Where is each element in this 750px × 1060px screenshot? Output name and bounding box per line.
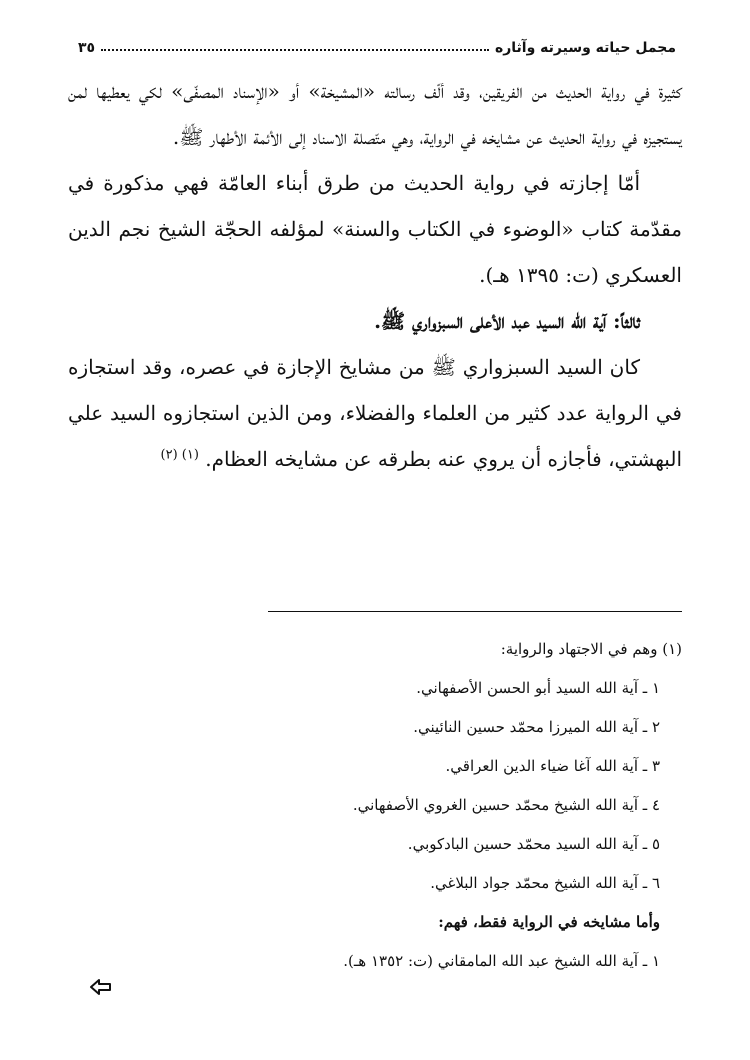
footnote-item: ٤ ـ آية الله الشيخ محمّد حسين الغروي الأصفهاني. — [352, 796, 660, 814]
footnote-intro: (١) وهم في الاجتهاد والرواية: — [500, 640, 682, 658]
paragraph-1: كثيرة في رواية الحديث من الفريقين، وقد ألّف رسالته «المشيخة» أو «الإسناد المصفّى» لكي يعطيها لمن يستجيزه في رواية الحديث عن مشايخه في الرواية، وهي متّصلة الاسناد إلى الأئمة الأطهار ﷺ. — [68, 79, 682, 149]
footnote-markers: (١) (٢) — [160, 447, 199, 463]
paragraph-3-text: كان السيد السبزواري ﷺ من مشايخ الإجازة في عصره، وقد استجازه في الرواية عدد كثير من العلماء والفضلاء، ومن الذين استجازوه السيد علي البهشتي، فأجازه أن يروي عنه بطرقه عن مشايخه العظام. — [68, 355, 682, 471]
header-leader-dots — [101, 49, 489, 51]
footnote-item: ١ ـ آية الله الشيخ عبد الله المامقاني (ت: ١٣٥٢ هـ). — [343, 952, 660, 970]
footnote-item: ٥ ـ آية الله السيد محمّد حسين البادكوبي. — [407, 835, 660, 853]
footnote-item: ١ ـ آية الله السيد أبو الحسن الأصفهاني. — [416, 679, 660, 697]
footnotes — [68, 630, 682, 981]
footnote-subheading: وأما مشايخه في الرواية فقط، فهم: — [438, 913, 660, 931]
arrow-left-icon[interactable] — [88, 974, 114, 1000]
running-header — [78, 32, 676, 56]
footnote-item: ٢ ـ آية الله الميرزا محمّد حسين النائيني. — [413, 718, 660, 736]
footnote-separator — [268, 611, 682, 612]
section-heading: ثالثاً: آية الله السيد عبد الأعلى السبزواري ﷺ. — [374, 309, 640, 333]
footnote-item: ٣ ـ آية الله آغا ضياء الدين العراقي. — [445, 757, 660, 775]
footnote-item: ٦ ـ آية الله الشيخ محمّد جواد البلاغي. — [430, 874, 660, 892]
paragraph-3 — [68, 344, 682, 482]
paragraph-2: أمّا إجازته في رواية الحديث من طرق أبناء العامّة فهي مذكورة في مقدّمة كتاب «الوضوء في الكتاب والسنة» لمؤلفه الحجّة الشيخ نجم الدين العسكري (ت: ١٣٩٥ هـ). — [68, 171, 682, 287]
page-number: ٣٥ — [78, 40, 96, 56]
main-text — [68, 68, 682, 482]
header-title: مجمل حياته وسيرته وآثاره — [494, 40, 676, 56]
